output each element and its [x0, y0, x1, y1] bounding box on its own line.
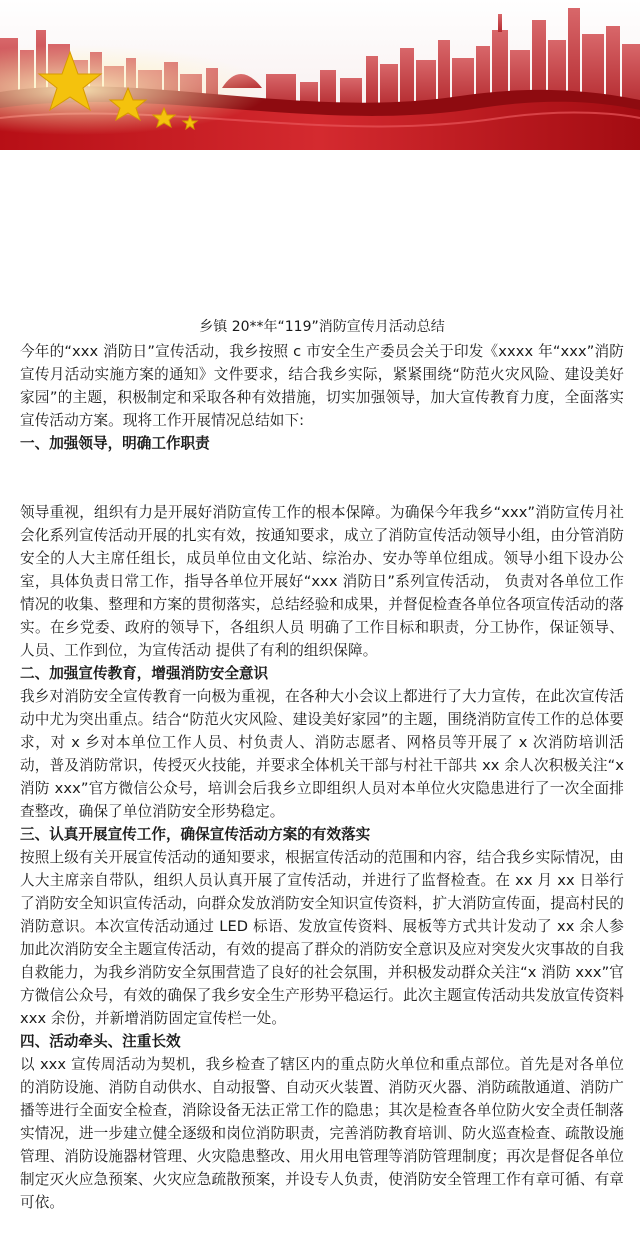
section-body-3: 按照上级有关开展宣传活动的通知要求，根据宣传活动的范围和内容，结合我乡实际情况，由人大主席亲自带队，组织人员认真开展了宣传活动，并进行了监督检查。在 xx 月 xx 日举行了消防安全知识宣传活动，向群众发放消防安全知识宣传资料，扩大消防宣传面，提高村民的消防意识。本次宣传活动通过 LED 标语、发放宣传资料、展板等方式共计发动了 xx 余人参加此次消防安全主题宣传活动，有效的提高了群众的消防安全意识及应对突发火灾事故的自我自救能力，为我乡消防安全氛围营造了良好的社会氛围，并积极发动群众关注“x 消防 xxx”官方微信公众号，有效的确保了我乡安全生产形势平稳运行。此次主题宣传活动共发放宣传资料 xxx 余份，并新增消防固定宣传栏一处。 — [20, 849, 624, 1027]
section-body-2: 我乡对消防安全宣传教育一向极为重视，在各种大小会议上都进行了大力宣传，在此次宣传活动中尤为突出重点。结合“防范火灾风险、建设美好家园”的主题，围绕消防宣传工作的总体要求，对 x 乡对本单位工作人员、村负责人、消防志愿者、网格员等开展了 x 次消防培训活动，普及消防常识，传授灭火技能，并要求全体机关干部与村社干部共 xx 余人次积极关注“x 消防 xxx”官方微信公众号，培训会后我乡立即组织人员对本单位火灾隐患进行了一次全面排查整改，确保了单位消防安全形势稳定。 — [20, 688, 624, 820]
section-body-4: 以 xxx 宣传周活动为契机，我乡检查了辖区内的重点防火单位和重点部位。首先是对各单位的消防设施、消防自动供水、自动报警、自动灭火装置、消防灭火器、消防疏散通道、消防广播等进行全面安全检查，消除设备无法正常工作的隐患；其次是检查各单位防火安全责任制落实情况，进一步建立健全逐级和岗位消防职责，完善消防教育培训、防火巡查检查、疏散设施管理、消防设施器材管理、火灾隐患整改、用火用电管理等消防管理制度；再次是督促各单位制定灭火应急预案、火灾应急疏散预案，并设专人负责，使消防安全管理工作有章可循、有章可依。 — [20, 1056, 624, 1211]
intro-paragraph: 今年的“xxx 消防日”宣传活动，我乡按照 c 市安全生产委员会关于印发《xxxx 年“xxx”消防宣传月活动实施方案的通知》文件要求，结合我乡实际，紧紧围绕“防范火灾风险、建设美好家园”的主题，积极制定和采取各种有效措施，切实加强领导，加大宣传教育力度，全面落实宣传活动方案。现将工作开展情况总结如下: — [20, 343, 624, 429]
section-heading-4: 四、活动牵头、注重长效 — [20, 1033, 181, 1050]
section-heading-1: 一、加强领导，明确工作职责 — [20, 435, 210, 452]
section-body-1: 领导重视，组织有力是开展好消防宣传工作的根本保障。为确保今年我乡“xxx”消防宣传月社会化系列宣传活动开展的扎实有效，按通知要求，成立了消防宣传活动领导小组，由分管消防安全的人大主席任组长，成员单位由文化站、综治办、安办等单位组成。领导小组下设办公室，具体负责日常工作，指导各单位开展好“xxx 消防日”系列宣传活动， 负责对各单位工作情况的收集、整理和方案的贯彻落实，总结经验和成果，并督促检查各单位各项宣传活动的落实。在乡党委、政府的领导下，各组织人员 明确了工作目标和职责，分工协作，保证领导、人员、工作到位，为宣传活动 提供了有利的组织保障。 — [20, 504, 624, 659]
blank-line — [20, 455, 624, 478]
document-title: 乡镇 20**年“119”消防宣传月活动总结 — [199, 319, 445, 335]
header-banner — [0, 0, 640, 150]
section-heading-3: 三、认真开展宣传工作，确保宣传活动方案的有效落实 — [20, 826, 371, 843]
section-heading-2: 二、加强宣传教育，增强消防安全意识 — [20, 665, 269, 682]
document-body — [20, 316, 624, 1214]
blank-line — [20, 478, 624, 501]
skyline-banner-graphic — [0, 0, 640, 150]
